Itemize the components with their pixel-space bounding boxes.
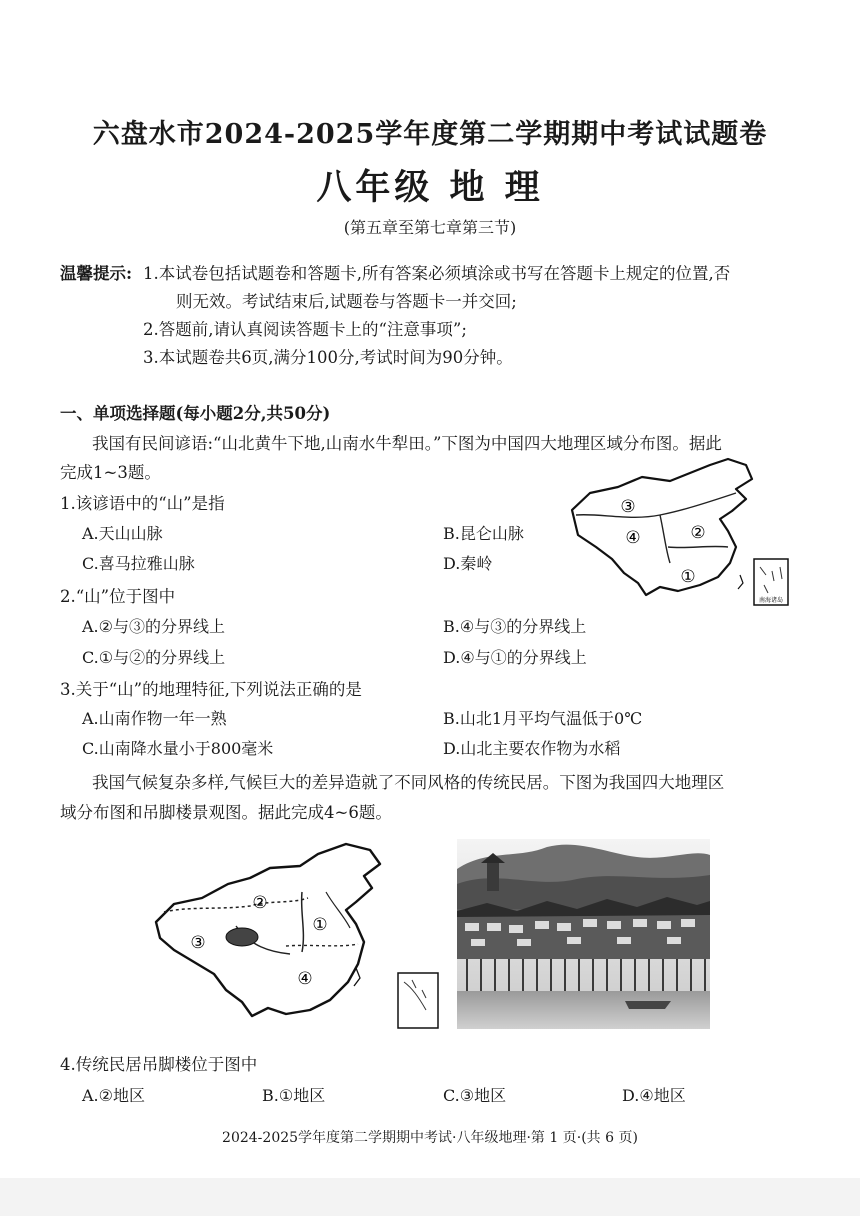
question-3-option-d: D.山北主要农作物为水稻 <box>443 739 621 758</box>
stilt-house-photo <box>457 839 710 1029</box>
map-1-inset-label: 南海诸岛 <box>758 597 784 604</box>
intro-1-line-1: 我国有民间谚语:“山北黄牛下地,山南水牛犁田。”下图为中国四大地理区域分布图。据此 <box>92 434 722 453</box>
chapter-scope: (第五章至第七章第三节) <box>343 218 517 237</box>
map-2-outline <box>156 844 380 1016</box>
map-1-label-3: ③ <box>620 497 636 517</box>
question-2-option-d: D.④与①的分界线上 <box>443 648 587 667</box>
question-3-option-a: A.山南作物一年一熟 <box>82 709 227 728</box>
section-heading: 一、单项选择题(每小题2分,共50分) <box>60 404 331 423</box>
map-2-label-1: ① <box>312 915 328 935</box>
question-1-option-b: B.昆仑山脉 <box>443 524 524 543</box>
map-2-label-4: ④ <box>297 969 313 989</box>
question-4-option-d: D.④地区 <box>622 1086 686 1105</box>
notice-item-2: 2.答题前,请认真阅读答题卡上的“注意事项”; <box>143 320 467 339</box>
page-footer: 2024-2025学年度第二学期期中考试·八年级地理·第 1 页·(共 6 页) <box>222 1130 638 1146</box>
question-4-option-c: C.③地区 <box>443 1086 507 1105</box>
question-3-stem: 3.关于“山”的地理特征,下列说法正确的是 <box>60 680 362 699</box>
intro-2-line-1: 我国气候复杂多样,气候巨大的差异造就了不同风格的传统民居。下图为我国四大地理区 <box>92 773 725 792</box>
map-1-taiwan <box>738 575 743 589</box>
photo-boat <box>625 1001 671 1009</box>
notice-item-3: 3.本试题卷共6页,满分100分,考试时间为90分钟。 <box>143 348 513 367</box>
map-2-south-sea-inset <box>398 973 438 1028</box>
question-1-stem: 1.该谚语中的“山”是指 <box>60 494 225 513</box>
intro-1-line-2: 完成1~3题。 <box>60 463 161 482</box>
notice-label: 温馨提示: <box>60 264 133 283</box>
china-regions-map-1 <box>560 455 800 610</box>
map-2-label-2: ② <box>252 893 268 913</box>
grade-subject-title: 八年级 地 理 <box>316 167 544 208</box>
photo-pagoda <box>487 861 499 891</box>
question-4-option-a: A.②地区 <box>82 1086 145 1105</box>
question-2-option-c: C.①与②的分界线上 <box>82 648 226 667</box>
intro-2-line-2: 域分布图和吊脚楼景观图。据此完成4~6题。 <box>60 803 392 822</box>
question-2-option-a: A.②与③的分界线上 <box>82 617 225 636</box>
map-2-qaidam-basin <box>226 928 258 946</box>
notice-item-1-line-2: 则无效。考试结束后,试题卷与答题卡一并交回; <box>176 292 517 311</box>
question-1-option-a: A.天山山脉 <box>82 524 163 543</box>
question-2-option-b: B.④与③的分界线上 <box>443 617 587 636</box>
notice-item-1-line-1: 1.本试卷包括试题卷和答题卡,所有答案必须填涂或书写在答题卡上规定的位置,否 <box>143 264 731 283</box>
question-3-option-c: C.山南降水量小于800毫米 <box>82 739 274 758</box>
question-1-option-d: D.秦岭 <box>443 554 493 573</box>
exam-title: 六盘水市2024-2025学年度第二学期期中考试试题卷 <box>92 119 768 150</box>
question-4-stem: 4.传统民居吊脚楼位于图中 <box>60 1055 258 1074</box>
map-2-label-3: ③ <box>190 933 206 953</box>
china-regions-map-2 <box>150 840 450 1040</box>
map-1-label-2: ② <box>690 523 706 543</box>
map-1-label-1: ① <box>680 567 696 587</box>
map-1-label-4: ④ <box>625 528 641 548</box>
question-2-stem: 2.“山”位于图中 <box>60 587 176 606</box>
question-4-option-b: B.①地区 <box>262 1086 326 1105</box>
bottom-margin-strip <box>0 1178 860 1216</box>
question-1-option-c: C.喜马拉雅山脉 <box>82 554 195 573</box>
question-3-option-b: B.山北1月平均气温低于0℃ <box>443 709 643 728</box>
photo-river <box>457 991 710 1029</box>
